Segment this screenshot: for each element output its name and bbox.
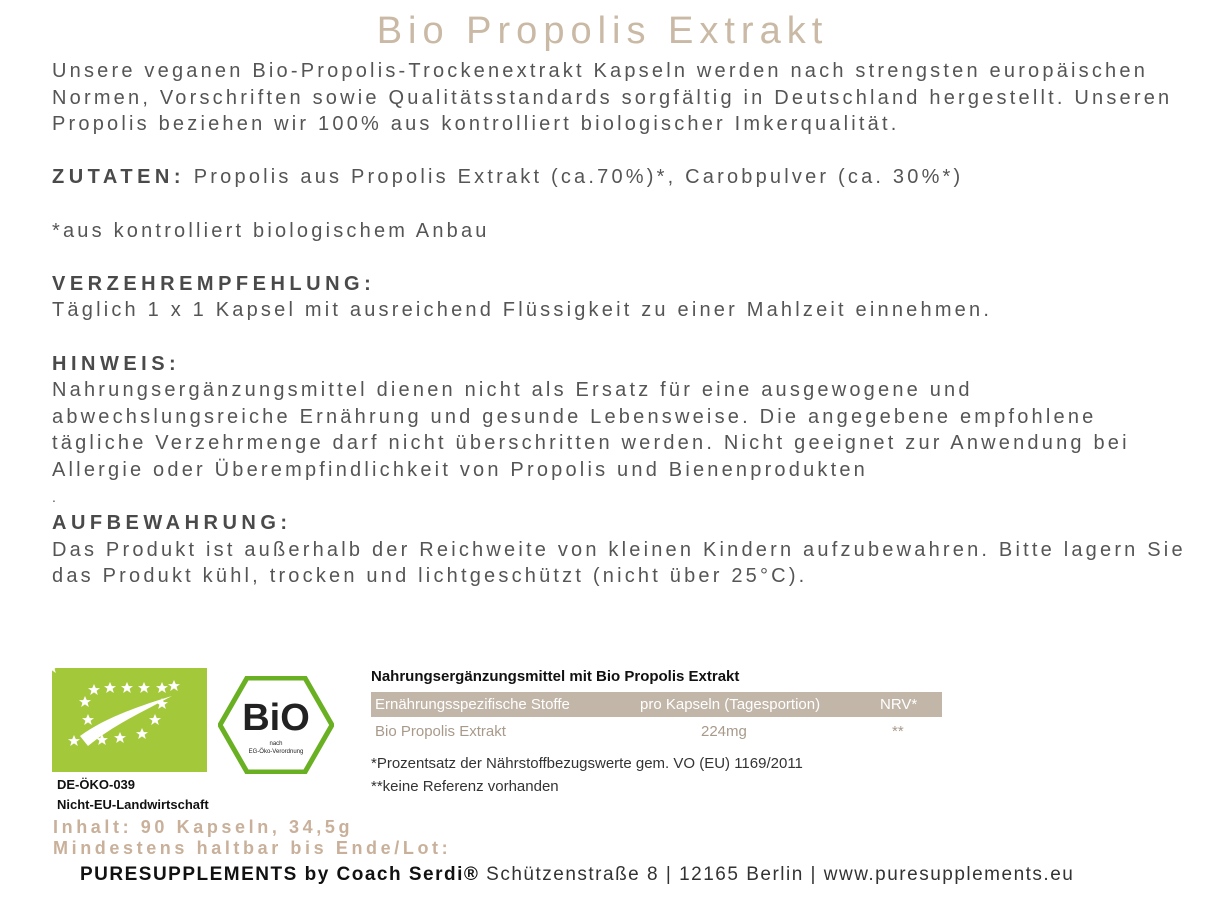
brand-name: PURESUPPLEMENTS by Coach Serdi® <box>80 864 480 885</box>
nutrition-footnotes <box>371 752 803 798</box>
notice-stray-dot: . <box>52 488 60 505</box>
eu-leaf-stars-icon <box>52 668 207 772</box>
footer-line <box>80 864 1074 886</box>
nutrition-col-substance: Ernährungsspezifische Stoffe <box>375 696 570 713</box>
content-info <box>53 817 451 859</box>
product-description <box>52 58 1192 590</box>
organic-footnote: *aus kontrolliert biologischem Anbau <box>52 219 490 242</box>
best-before: Mindestens haltbar bis Ende/Lot: <box>53 838 452 858</box>
dosage-label: VERZEHREMPFEHLUNG: <box>52 272 376 295</box>
certification-info <box>57 775 209 815</box>
dosage-text: Täglich 1 x 1 Kapsel mit ausreichend Flüssigkeit zu einer Mahlzeit einnehmen. <box>52 299 993 322</box>
company-address: Schützenstraße 8 | 12165 Berlin | www.puresupplements.eu <box>479 864 1075 885</box>
nutrition-table-header <box>371 692 942 717</box>
ingredients-section <box>52 164 1192 191</box>
cert-code: DE-ÖKO-039 <box>57 777 136 792</box>
intro-text: Unsere veganen Bio-Propolis-Trockenextrakt Kapseln werden nach strengsten europäischen Normen, Vorschriften sowie Qualitätsstandards sorgfältig in Deutschland hergestellt. Unseren Propolis beziehen wir 100% aus kontrolliert biologischer Imkerqualität. <box>52 60 1173 136</box>
nutrition-cell-nrv: ** <box>892 723 904 740</box>
nutrition-col-nrv: NRV* <box>880 696 918 713</box>
ingredients-label: ZUTATEN: <box>52 166 186 189</box>
notice-label: HINWEIS: <box>52 352 181 375</box>
cert-origin: Nicht-EU-Landwirtschaft <box>57 797 209 812</box>
nrv-footnote: *Prozentsatz der Nährstoffbezugswerte gem. VO (EU) 1169/2011 <box>371 755 803 772</box>
bio-logo-sub2: EG-Öko-Verordnung <box>248 749 304 755</box>
bio-siegel-logo <box>218 676 334 774</box>
page-title: Bio Propolis Extrakt <box>376 10 829 52</box>
ingredients-text: Propolis aus Propolis Extrakt (ca.70%)*, Carobpulver (ca. 30%*) <box>185 166 964 189</box>
content-amount: Inhalt: 90 Kapseln, 34,5g <box>53 817 354 837</box>
table-row <box>371 719 942 744</box>
storage-label: AUFBEWAHRUNG: <box>52 512 292 535</box>
nutrition-col-amount: pro Kapseln (Tagesportion) <box>640 696 821 713</box>
no-reference-footnote: **keine Referenz vorhanden <box>371 778 559 795</box>
eu-organic-logo <box>52 668 207 772</box>
nutrition-cell-substance: Bio Propolis Extrakt <box>375 723 506 740</box>
bio-logo-sub1: nach <box>269 741 283 747</box>
bio-logo-text: BiO <box>242 697 310 739</box>
nutrition-cell-amount: 224mg <box>701 723 747 740</box>
nutrition-title: Nahrungsergänzungsmittel mit Bio Propolis Extrakt <box>371 668 740 685</box>
notice-text: Nahrungsergänzungsmittel dienen nicht als Ersatz für eine ausgewogene und abwechslungsreiche Ernährung und gesunde Lebensweise. Die angegebene empfohlene tägliche Verzehrmenge darf nicht überschritten werden. Nicht geeignet zur Anwendung bei Allergie oder Überempfindlichkeit von Propolis und Bienenprodukten <box>52 379 1130 481</box>
storage-text: Das Produkt ist außerhalb der Reichweite von kleinen Kindern aufzubewahren. Bitte lagern Sie das Produkt kühl, trocken und lichtgeschützt (nicht über 25°C). <box>52 538 1186 588</box>
